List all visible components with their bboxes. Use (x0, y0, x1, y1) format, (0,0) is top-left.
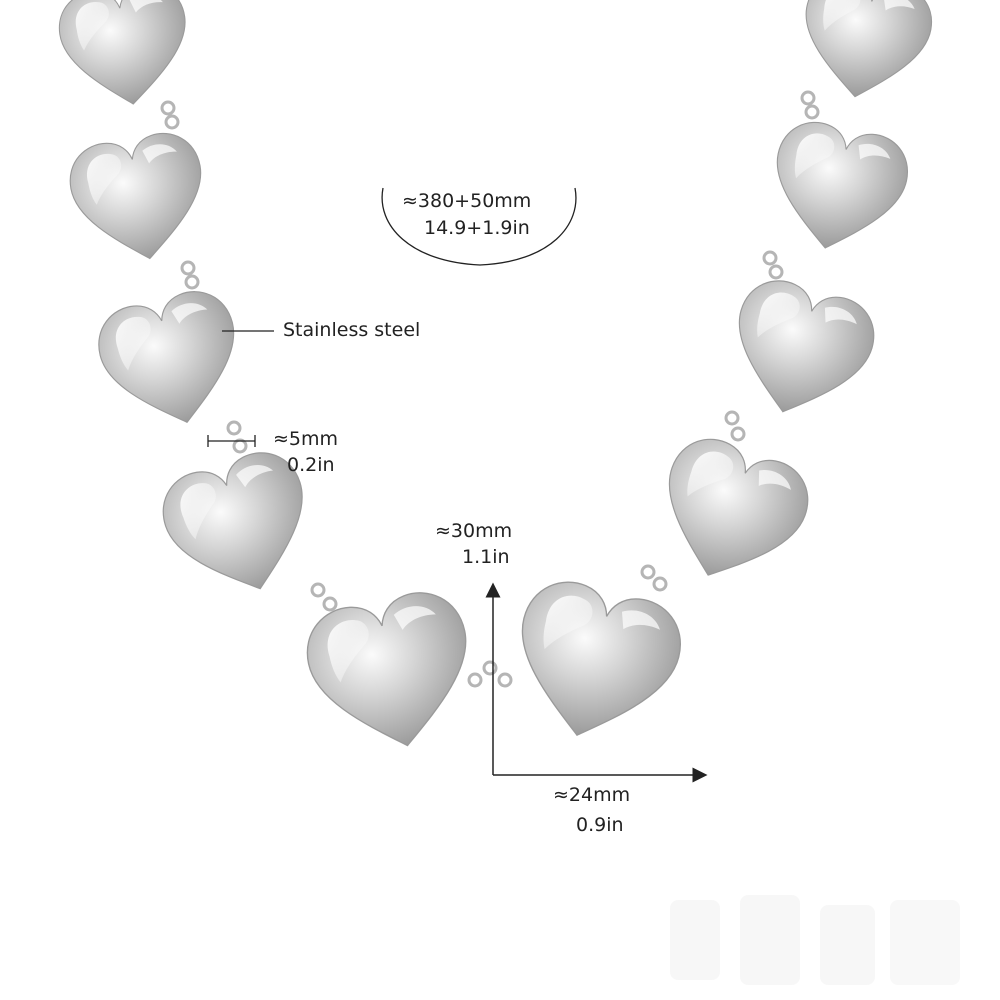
chain-link (764, 252, 776, 264)
heart-charm (793, 0, 937, 108)
chain-link (806, 106, 818, 118)
chain-link (186, 276, 198, 288)
chain-link (499, 674, 511, 686)
chain-link (166, 116, 178, 128)
link-width-bracket (208, 435, 255, 447)
chain-link (312, 584, 324, 596)
link-width-mm: ≈5mm (273, 428, 339, 450)
heart-charm (90, 283, 253, 438)
chain-link (182, 262, 194, 274)
chain-link (726, 412, 738, 424)
chain-link (469, 674, 481, 686)
heart-charm (642, 428, 819, 599)
heart-width-in: 0.9in (576, 814, 624, 836)
chain-link (654, 578, 666, 590)
chain-link (162, 102, 174, 114)
heart-charm (761, 116, 915, 262)
chain-link (324, 598, 336, 610)
heart-width-mm: ≈24mm (553, 784, 631, 806)
chain-link (732, 428, 744, 440)
heart-charm (717, 272, 883, 431)
chain-link (642, 566, 654, 578)
heart-charm (299, 584, 486, 762)
chain-length-in: 14.9+1.9in (424, 217, 530, 239)
watermark-smudge (670, 895, 960, 985)
heart-charm (64, 128, 214, 270)
heart-charm (500, 573, 690, 755)
chain-links (162, 92, 818, 686)
heart-height-in: 1.1in (462, 546, 510, 568)
chain-link (770, 266, 782, 278)
heart-height-mm: ≈30mm (435, 520, 513, 542)
chain-link (484, 662, 496, 674)
heart-charm (55, 0, 196, 113)
material-label: Stainless steel (283, 319, 421, 341)
link-width-in: 0.2in (287, 454, 335, 476)
chain-link (228, 422, 240, 434)
chain-link (802, 92, 814, 104)
chain-link (234, 440, 246, 452)
chain-length-mm: ≈380+50mm (402, 190, 532, 212)
